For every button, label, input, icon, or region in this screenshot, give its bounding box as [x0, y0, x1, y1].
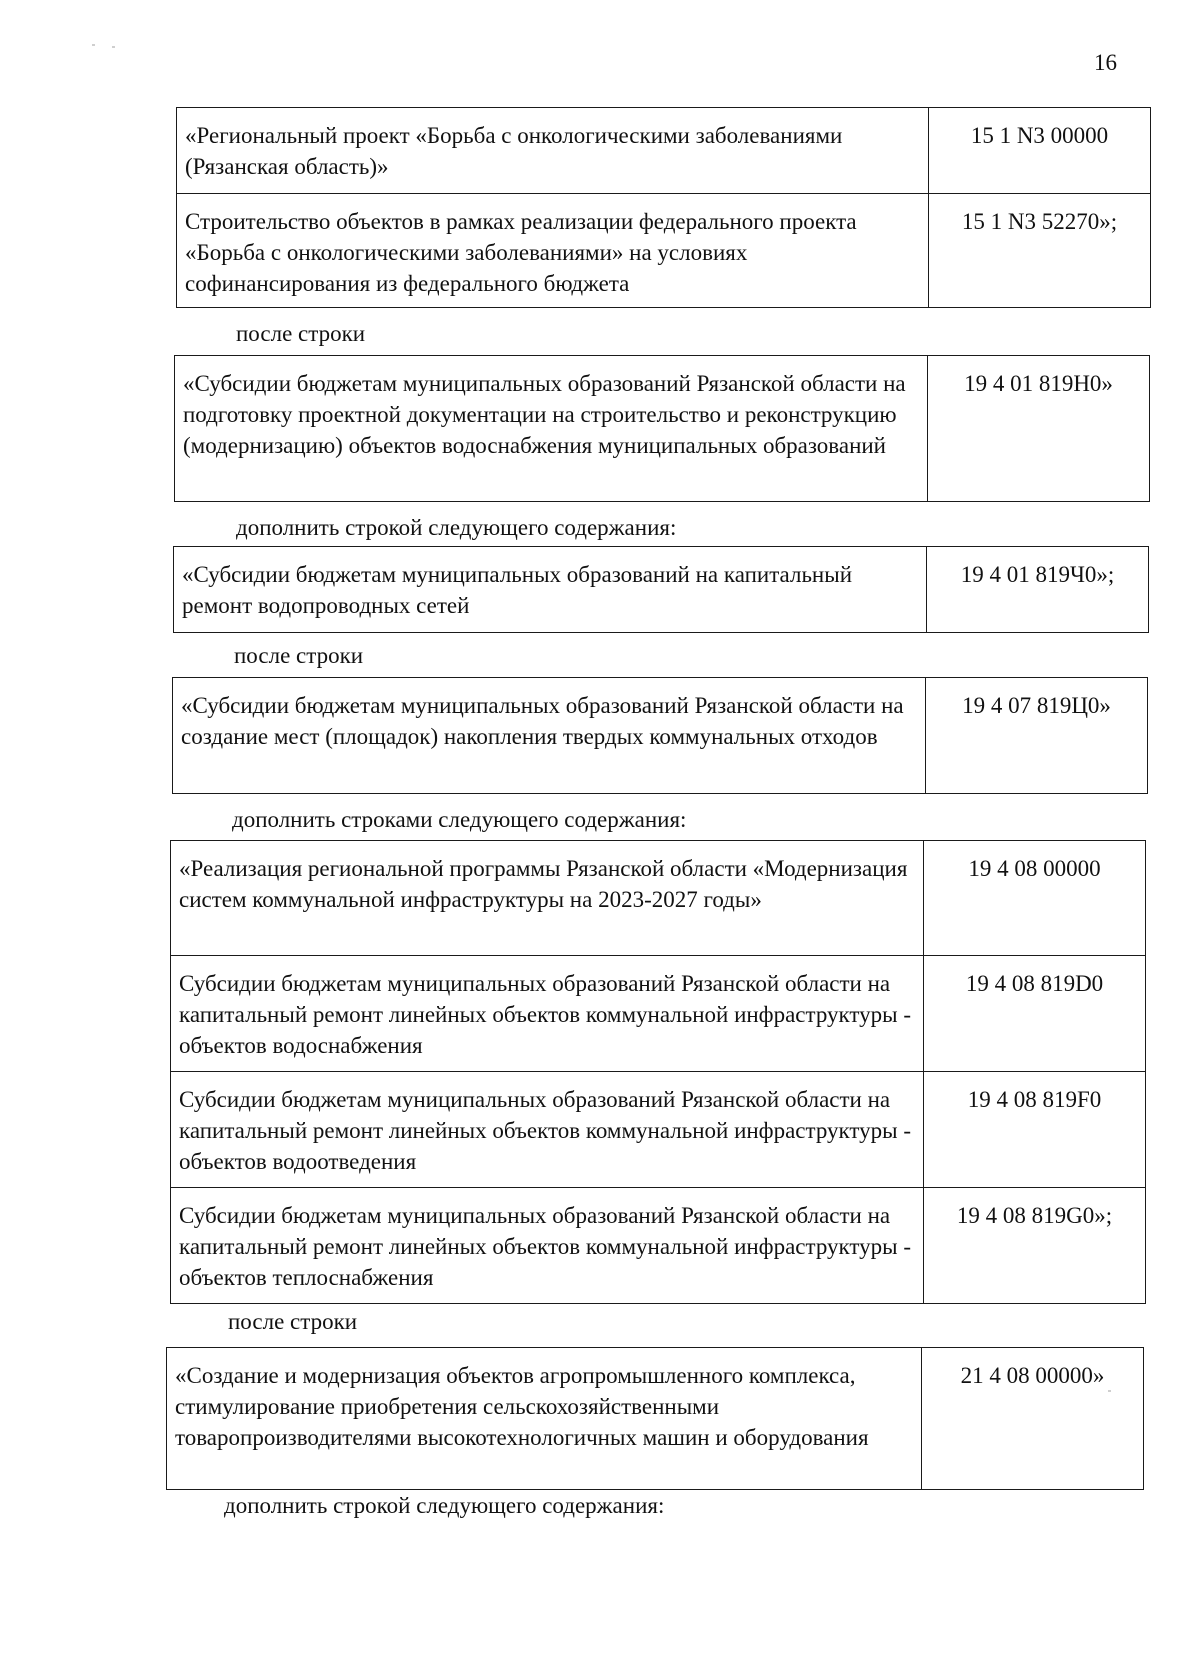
table-row [171, 1072, 1146, 1188]
instruction-text: дополнить строкой следующего содержания: [224, 1493, 665, 1518]
row-name: Субсидии бюджетам муниципальных образований Рязанской области на капитальный ремонт линейных объектов коммунальной инфраструктуры - объектов водоснабжения [171, 956, 924, 1072]
row-code: 19 4 08 819G0»; [924, 1188, 1146, 1304]
table-row [175, 356, 1150, 502]
row-name: «Субсидии бюджетам муниципальных образований на капитальный ремонт водопроводных сетей [174, 547, 927, 633]
table-row [177, 194, 1151, 308]
page-number: 16 [1094, 50, 1117, 75]
table-row [171, 841, 1146, 956]
scan-speck [92, 44, 95, 46]
instruction-text: дополнить строками следующего содержания: [232, 807, 687, 832]
row-name: Субсидии бюджетам муниципальных образований Рязанской области на капитальный ремонт линейных объектов коммунальной инфраструктуры - объектов водоотведения [171, 1072, 924, 1188]
table-row [174, 547, 1149, 633]
row-code: 15 1 N3 00000 [929, 108, 1151, 194]
table-row [167, 1348, 1144, 1490]
instruction-text: дополнить строкой следующего содержания: [236, 515, 677, 540]
row-code: 21 4 08 00000» [922, 1348, 1144, 1490]
row-name: «Создание и модернизация объектов агропромышленного комплекса, стимулирование приобретения сельскохозяйственными товаропроизводителями высокотехнологичных машин и оборудования [167, 1348, 922, 1490]
code-table [173, 546, 1149, 633]
row-code: 19 4 08 00000 [924, 841, 1146, 956]
row-name: Строительство объектов в рамках реализации федерального проекта «Борьба с онкологическими заболеваниями» на условиях софинансирования из федерального бюджета [177, 194, 929, 308]
row-code: 19 4 07 819Ц0» [926, 678, 1148, 794]
code-table [170, 840, 1146, 1304]
row-code: 19 4 01 819Н0» [928, 356, 1150, 502]
table-row [171, 1188, 1146, 1304]
code-table [174, 355, 1150, 502]
table-row [171, 956, 1146, 1072]
row-code: 15 1 N3 52270»; [929, 194, 1151, 308]
row-name: «Региональный проект «Борьба с онкологическими заболеваниями (Рязанская область)» [177, 108, 929, 194]
row-code: 19 4 08 819D0 [924, 956, 1146, 1072]
code-table [176, 107, 1151, 308]
instruction-text: после строки [228, 1309, 358, 1334]
instruction-text: после строки [236, 321, 366, 346]
row-name: «Субсидии бюджетам муниципальных образований Рязанской области на подготовку проектной документации на строительство и реконструкцию (модернизацию) объектов водоснабжения муниципальных образований [175, 356, 928, 502]
table-row [173, 678, 1148, 794]
row-name: Субсидии бюджетам муниципальных образований Рязанской области на капитальный ремонт линейных объектов коммунальной инфраструктуры - объектов теплоснабжения [171, 1188, 924, 1304]
code-table [172, 677, 1148, 794]
scan-speck [112, 46, 115, 48]
row-code: 19 4 01 819Ч0»; [927, 547, 1149, 633]
table-row [177, 108, 1151, 194]
row-code: 19 4 08 819F0 [924, 1072, 1146, 1188]
row-name: «Субсидии бюджетам муниципальных образований Рязанской области на создание мест (площадок) накопления твердых коммунальных отходов [173, 678, 926, 794]
code-table [166, 1347, 1144, 1490]
instruction-text: после строки [234, 643, 364, 668]
row-name: «Реализация региональной программы Рязанской области «Модернизация систем коммунальной инфраструктуры на 2023-2027 годы» [171, 841, 924, 956]
